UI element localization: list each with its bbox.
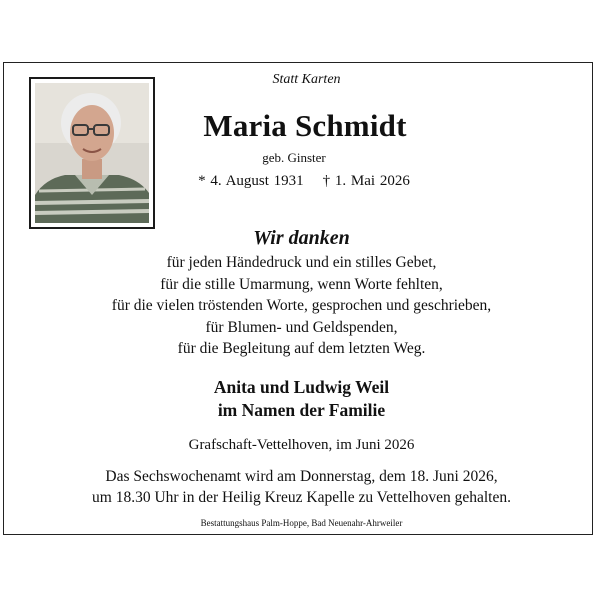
service-notice-line: Das Sechswochenamt wird am Donnerstag, dem 18. Juni 2026, bbox=[105, 468, 498, 485]
service-notice-line: um 18.30 Uhr in der Heilig Kreuz Kapelle zu Vettelhoven gehalten. bbox=[92, 489, 511, 506]
thanks-line: für Blumen- und Geldspenden, bbox=[205, 318, 398, 336]
obituary-card bbox=[3, 62, 593, 535]
portrait-photo bbox=[35, 83, 149, 223]
thanks-lines bbox=[4, 252, 599, 360]
family-names: Anita und Ludwig Weil bbox=[213, 377, 390, 397]
thanks-line: für die vielen tröstenden Worte, gesprochen und geschrieben, bbox=[111, 297, 492, 315]
funeral-home-footer: Bestattungshaus Palm-Hoppe, Bad Neuenahr-Ahrweiler bbox=[200, 518, 403, 528]
portrait-frame bbox=[29, 77, 155, 229]
family-signature bbox=[4, 376, 599, 422]
born-name: geb. Ginster bbox=[262, 150, 326, 165]
place-and-date: Grafschaft-Vettelhoven, im Juni 2026 bbox=[188, 437, 415, 453]
statt-karten-label: Statt Karten bbox=[272, 72, 341, 87]
thanks-line: für die stille Umarmung, wenn Worte fehlten, bbox=[160, 275, 443, 293]
service-notice bbox=[4, 466, 599, 508]
death-date: † 1. Mai 2026 bbox=[322, 173, 410, 189]
thanks-line: für jeden Händedruck und ein stilles Gebet, bbox=[166, 254, 437, 271]
birth-date: * 4. August 1931 bbox=[198, 173, 304, 189]
portrait-illustration bbox=[35, 83, 149, 223]
family-subtitle: im Namen der Familie bbox=[217, 400, 386, 420]
thanks-heading: Wir danken bbox=[253, 227, 350, 249]
deceased-name: Maria Schmidt bbox=[203, 108, 407, 143]
thanks-line: für die Begleitung auf dem letzten Weg. bbox=[177, 340, 426, 358]
life-dates bbox=[174, 173, 434, 190]
